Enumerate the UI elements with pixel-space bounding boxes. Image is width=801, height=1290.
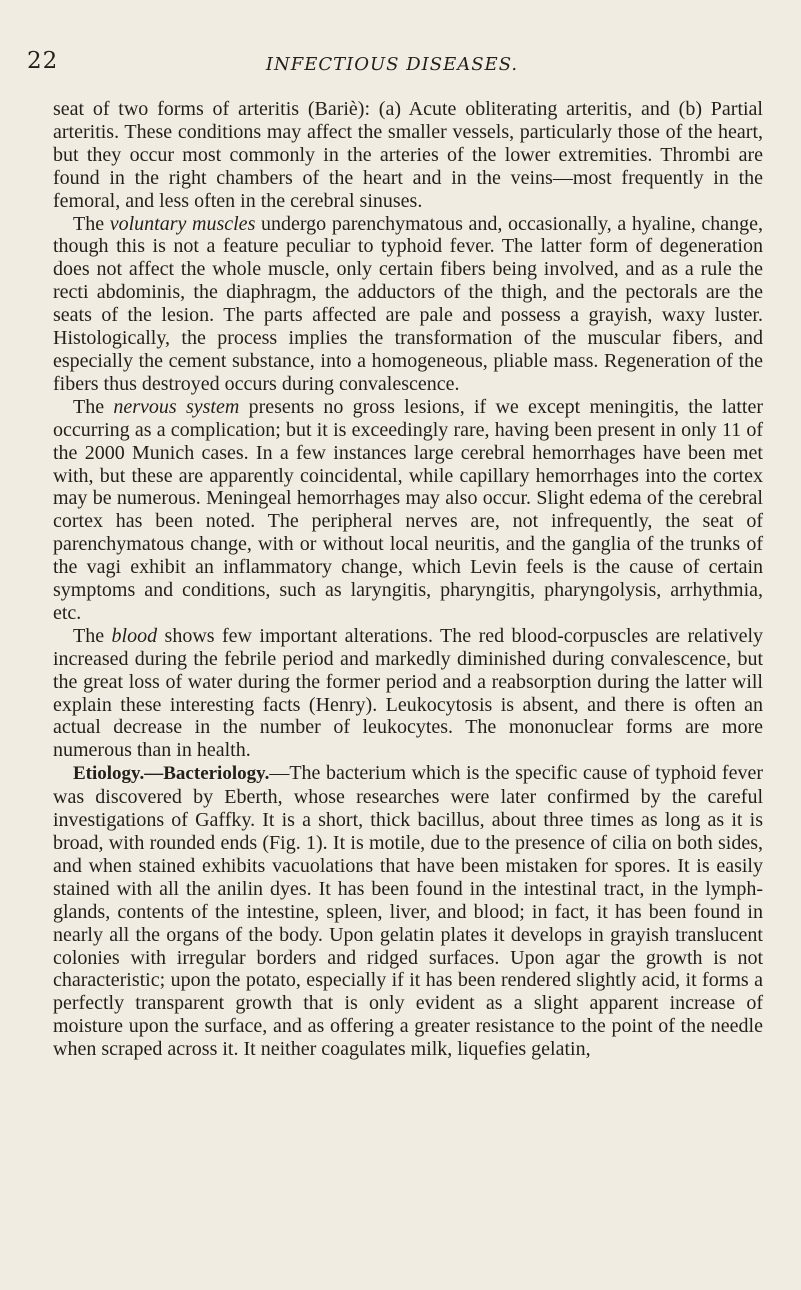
page-number: 22 bbox=[27, 48, 59, 74]
paragraph-voluntary-muscles bbox=[53, 213, 763, 396]
paragraph-lead: The bbox=[73, 395, 114, 418]
paragraph-emphasis: nervous system bbox=[113, 395, 240, 418]
paragraph-blood bbox=[53, 625, 763, 762]
paragraph-lead: The bbox=[73, 624, 112, 647]
paragraph-text: seat of two forms of arteritis (Bariè): (a) Acute obliterating arteritis, and (b) Partial arteritis. These conditions may affect the smaller vessels, particularly those of the heart, but they occur most commonly in the arteries of the lower extremities. Thrombi are found in the right chambers of the heart and in the veins—most frequently in the femoral, and less often in the cerebral sinuses. bbox=[53, 98, 763, 212]
paragraph-text: shows few important alterations. The red blood-corpuscles are relatively increased during the febrile period and markedly diminished during convalescence, but the great loss of water during the former period and a reabsorption during the latter will explain these interesting facts (Henry). Leukocytosis is absent, and there is often an actual decrease in the number of leukocytes. The mononuclear forms are more numerous than in health. bbox=[53, 624, 764, 762]
paragraph-emphasis: blood bbox=[111, 624, 158, 647]
paragraph-emphasis: voluntary muscles bbox=[109, 212, 256, 235]
page-header bbox=[27, 48, 757, 82]
paragraph-text: undergo parenchymatous and, occasionally, a hyaline, change, though this is not a feature peculiar to typhoid fever. The latter form of degeneration does not affect the whole muscle, only certain fibers being involved, and as a rule the recti abdominis, the diaphragm, the adductors of the thigh, and the pectorals are the seats of the lesion. The parts affected are pale and possess a grayish, waxy luster. Histologically, the process implies the transformation of the muscular fibers, and especially the cement substance, into a homogeneous, pliable mass. Regeneration of the fibers thus destroyed occurs during convalescence. bbox=[53, 212, 763, 395]
paragraph-lead: The bbox=[73, 212, 110, 235]
section-heading: Etiology.—Bacteriology. bbox=[73, 763, 270, 785]
paragraph-arteritis bbox=[53, 98, 763, 213]
body-text bbox=[53, 98, 763, 1061]
paragraph-text: —The bacterium which is the specific cause of typhoid fever was discovered by Eberth, whose researches were later confirmed by the careful investigations of Gaffky. It is a short, thick bacillus, about three times as long as it is broad, with rounded ends (Fig. 1). It is motile, due to the presence of cilia on both sides, and when stained exhibits vacuolations that have been mistaken for spores. It is easily stained with all the anilin dyes. It has been found in the intestinal tract, in the lymph-glands, contents of the intestine, spleen, liver, and blood; in fact, it has been found in nearly all the organs of the body. Upon gelatin plates it develops in grayish translucent colonies with irregular borders and ridged surfaces. Upon agar the growth is not characteristic; upon the potato, especially if it has been rendered slightly acid, it forms a perfectly transparent growth that is only evident as a slight apparent increase of moisture upon the surface, and as offering a greater resistance to the point of the needle when scraped across it. It neither coagulates milk, liquefies gelatin, bbox=[53, 762, 763, 1061]
paragraph-nervous-system bbox=[53, 396, 763, 625]
paragraph-text: presents no gross lesions, if we except meningitis, the latter occurring as a complication; but it is exceedingly rare, having been present in only 11 of the 2000 Munich cases. In a few instances large cerebral hemorrhages have been met with, but these are apparently coincidental, while capillary hemorrhages into the cortex may be numerous. Meningeal hemorrhages may also occur. Slight edema of the cerebral cortex has been noted. The peripheral nerves are, not infrequently, the seat of parenchymatous change, with or without local neuritis, and the ganglia of the trunks of the vagi exhibit an inflammatory change, which Levin feels is the cause of certain symptoms and conditions, such as laryngitis, pharyngitis, pharyngolysis, arrhythmia, etc. bbox=[53, 395, 764, 624]
running-head: INFECTIOUS DISEASES. bbox=[265, 54, 519, 75]
paragraph-etiology bbox=[53, 762, 763, 1061]
